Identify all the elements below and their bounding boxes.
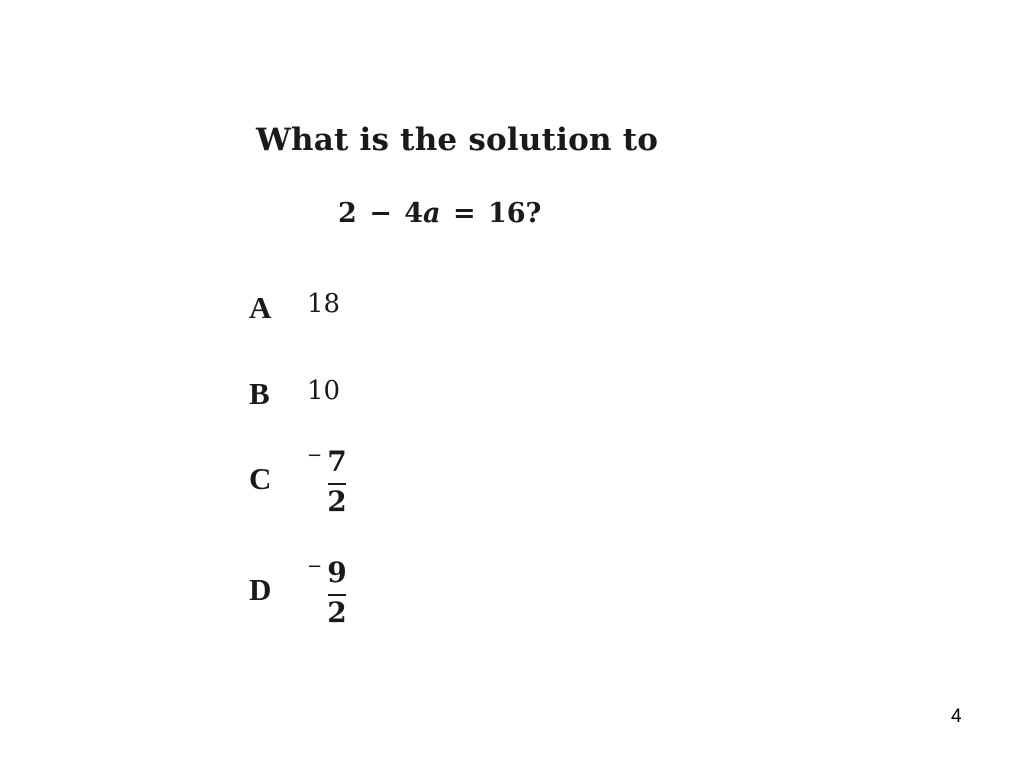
option-d-fraction xyxy=(307,558,357,638)
option-c-sign: − xyxy=(307,445,323,466)
option-c-letter: C xyxy=(249,461,272,496)
option-d-sign: − xyxy=(307,556,323,577)
option-b-value: 10 xyxy=(307,376,341,406)
equation-minus: − xyxy=(369,198,392,229)
option-a-letter: A xyxy=(249,290,272,325)
equation-variable: a xyxy=(423,198,441,229)
option-d-letter: D xyxy=(249,572,272,607)
option-c-fraction xyxy=(307,447,357,527)
equation-constant: 2 xyxy=(338,198,357,229)
question-prompt: What is the solution to xyxy=(256,122,659,158)
option-c-denominator: 2 xyxy=(327,485,347,518)
option-d-numerator: 9 xyxy=(327,556,347,589)
equation-equals: = xyxy=(452,198,476,229)
option-d-denominator: 2 xyxy=(327,596,347,629)
option-b-letter: B xyxy=(249,376,270,411)
equation xyxy=(338,198,541,229)
equation-rhs: 16? xyxy=(487,198,542,229)
option-a-value: 18 xyxy=(307,289,341,319)
equation-coefficient: 4 xyxy=(404,198,424,229)
page-number: 4 xyxy=(951,706,962,727)
option-c-numerator: 7 xyxy=(327,445,347,478)
